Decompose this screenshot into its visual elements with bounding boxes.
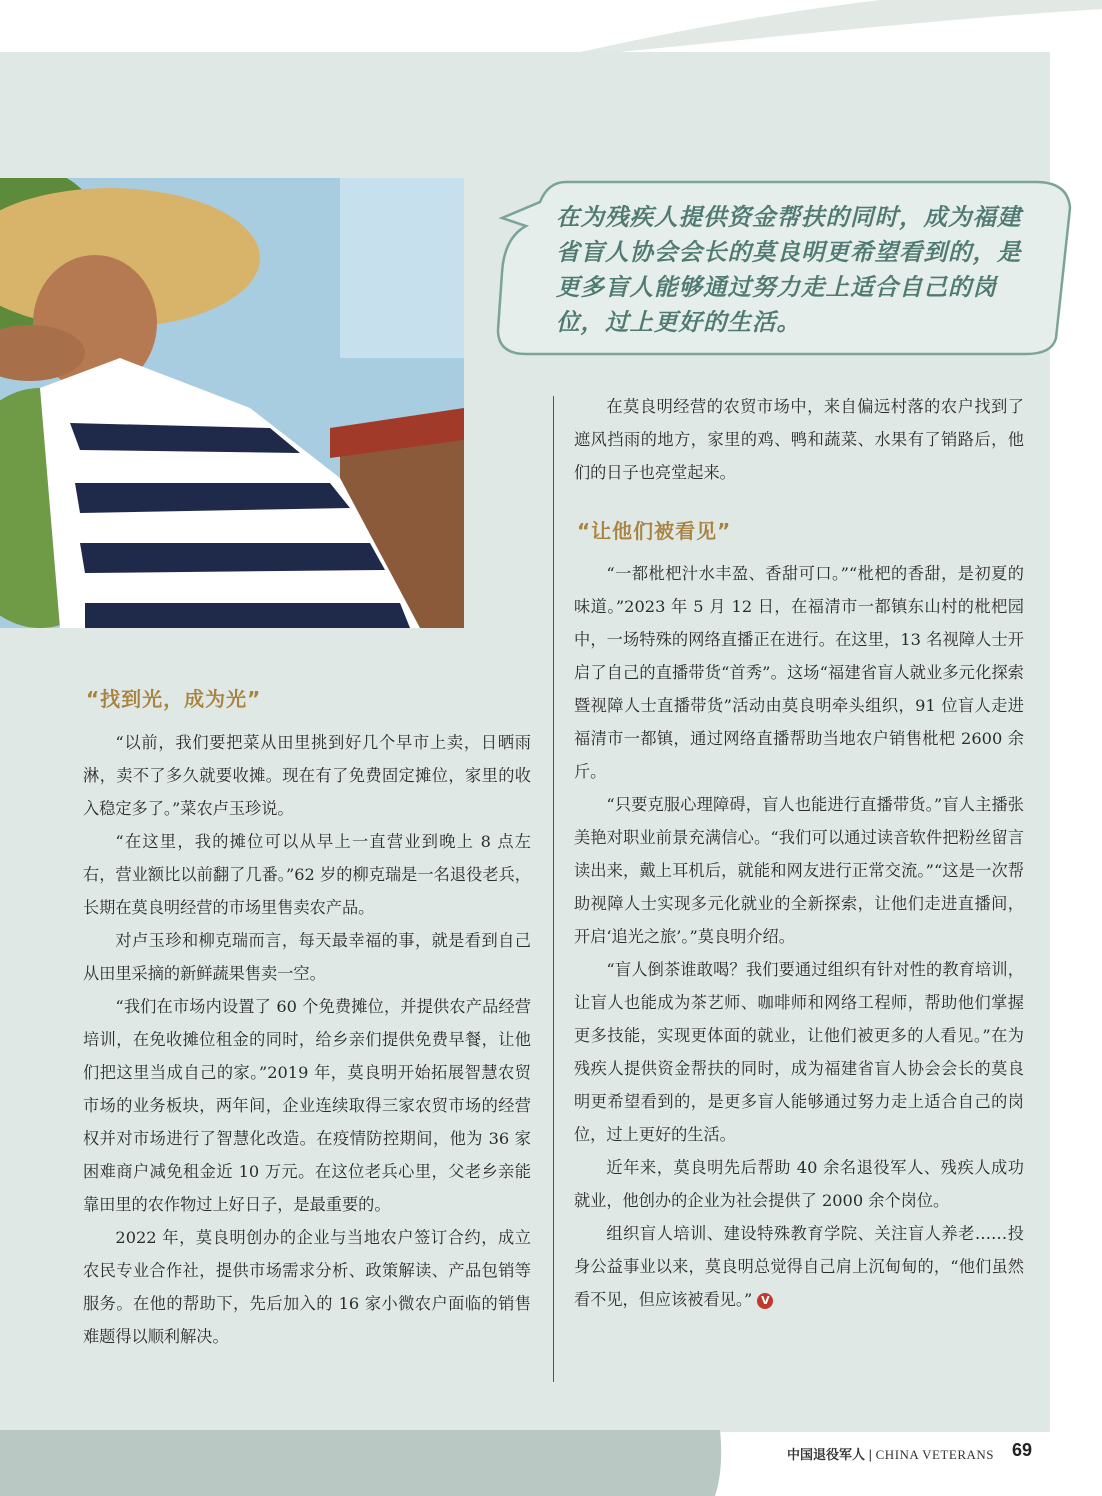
paragraph: 近年来，莫良明先后帮助 40 余名退役军人、残疾人成功就业，他创办的企业为社会提供了 2000 余个岗位。 — [574, 1158, 1024, 1210]
farmer-photo — [0, 178, 464, 628]
pull-quote-text: 在为残疾人提供资金帮扶的同时，成为福建省盲人协会会长的莫良明更希望看到的，是更多盲人能够通过努力走上适合自己的岗位，过上更好的生活。 — [556, 203, 1022, 336]
paragraph: “以前，我们要把菜从田里挑到好几个早市上卖，日晒雨淋，卖不了多久就要收摊。现在有了免费固定摊位，家里的收入稳定多了。”菜农卢玉珍说。 — [83, 733, 531, 818]
paragraph-text: 组织盲人培训、建设特殊教育学院、关注盲人养老……投身公益事业以来，莫良明总觉得自己肩上沉甸甸的，“他们虽然看不见，但应该被看见。” — [574, 1224, 1024, 1309]
decorative-swoosh-top — [560, 0, 1102, 60]
paragraph: 2022 年，莫良明创办的企业与当地农户签订合约，成立农民专业合作社，提供市场需求分析、政策解读、产品包销等服务。在他的帮助下，先后加入的 16 家小微农户面临的销售难题得以顺利解决。 — [83, 1228, 531, 1346]
page-footer — [787, 1444, 994, 1463]
right-column-intro — [574, 390, 1024, 489]
decorative-band-bottom — [0, 1430, 1102, 1496]
article-end-icon: V — [757, 1293, 773, 1309]
paragraph-last — [574, 1217, 1024, 1316]
page-number: 69 — [1011, 1440, 1032, 1460]
paragraph: 在莫良明经营的农贸市场中，来自偏远村落的农户找到了遮风挡雨的地方，家里的鸡、鸭和蔬菜、水果有了销路后，他们的日子也亮堂起来。 — [574, 397, 1024, 482]
paragraph: “盲人倒茶谁敢喝？我们要通过组织有针对性的教育培训，让盲人也能成为茶艺师、咖啡师和网络工程师，帮助他们掌握更多技能，实现更体面的就业，让他们被更多的人看见。”在为残疾人提供资金帮扶的同时，成为福建省盲人协会会长的莫良明更希望看到的，是更多盲人能够通过努力走上适合自己的岗位，过上更好的生活。 — [574, 960, 1024, 1144]
footer-separator: | — [868, 1447, 873, 1462]
paragraph: “一都枇杷汁水丰盈、香甜可口。”“枇杷的香甜，是初夏的味道。”2023 年 5 月 12 日，在福清市一都镇东山村的枇杷园中，一场特殊的网络直播正在进行。在这里，13 名视障人士开启了自己的直播带货“首秀”。这场“福建省盲人就业多元化探索暨视障人士直播带货”活动由莫良明牵头组织，91 位盲人走进福清市一都镇，通过网络直播帮助当地农户销售枇杷 2600 余斤。 — [574, 564, 1024, 781]
section-heading-be-seen: “让他们被看见” — [577, 519, 732, 543]
section-heading-find-light: “找到光，成为光” — [86, 687, 262, 711]
column-divider — [553, 396, 554, 1382]
paragraph: 对卢玉珍和柳克瑞而言，每天最幸福的事，就是看到自己从田里采摘的新鲜蔬果售卖一空。 — [83, 931, 531, 983]
right-column — [574, 557, 1024, 1316]
magazine-name-cn: 中国退役军人 — [786, 1448, 865, 1463]
magazine-name-en: CHINA VETERANS — [875, 1447, 994, 1462]
left-column — [83, 726, 531, 1353]
paragraph: “我们在市场内设置了 60 个免费摊位，并提供农产品经营培训，在免收摊位租金的同时，给乡亲们提供免费早餐，让他们把这里当成自己的家。”2019 年，莫良明开始拓展智慧农贸市场的业务板块，两年间，企业连续取得三家农贸市场的经营权并对市场进行了智慧化改造。在疫情防控期间，他为 36 家困难商户减免租金近 10 万元。在这位老兵心里，父老乡亲能靠田里的农作物过上好日子，是最重要的。 — [83, 997, 531, 1214]
paragraph: “只要克服心理障碍，盲人也能进行直播带货。”盲人主播张美艳对职业前景充满信心。“我们可以通过读音软件把粉丝留言读出来，戴上耳机后，就能和网友进行正常交流。”“这是一次帮助视障人士实现多元化就业的全新探索，让他们走进直播间，开启‘追光之旅’。”莫良明介绍。 — [574, 795, 1024, 946]
paragraph: “在这里，我的摊位可以从早上一直营业到晚上 8 点左右，营业额比以前翻了几番。”62 岁的柳克瑞是一名退役老兵，长期在莫良明经营的市场里售卖农产品。 — [83, 832, 531, 917]
